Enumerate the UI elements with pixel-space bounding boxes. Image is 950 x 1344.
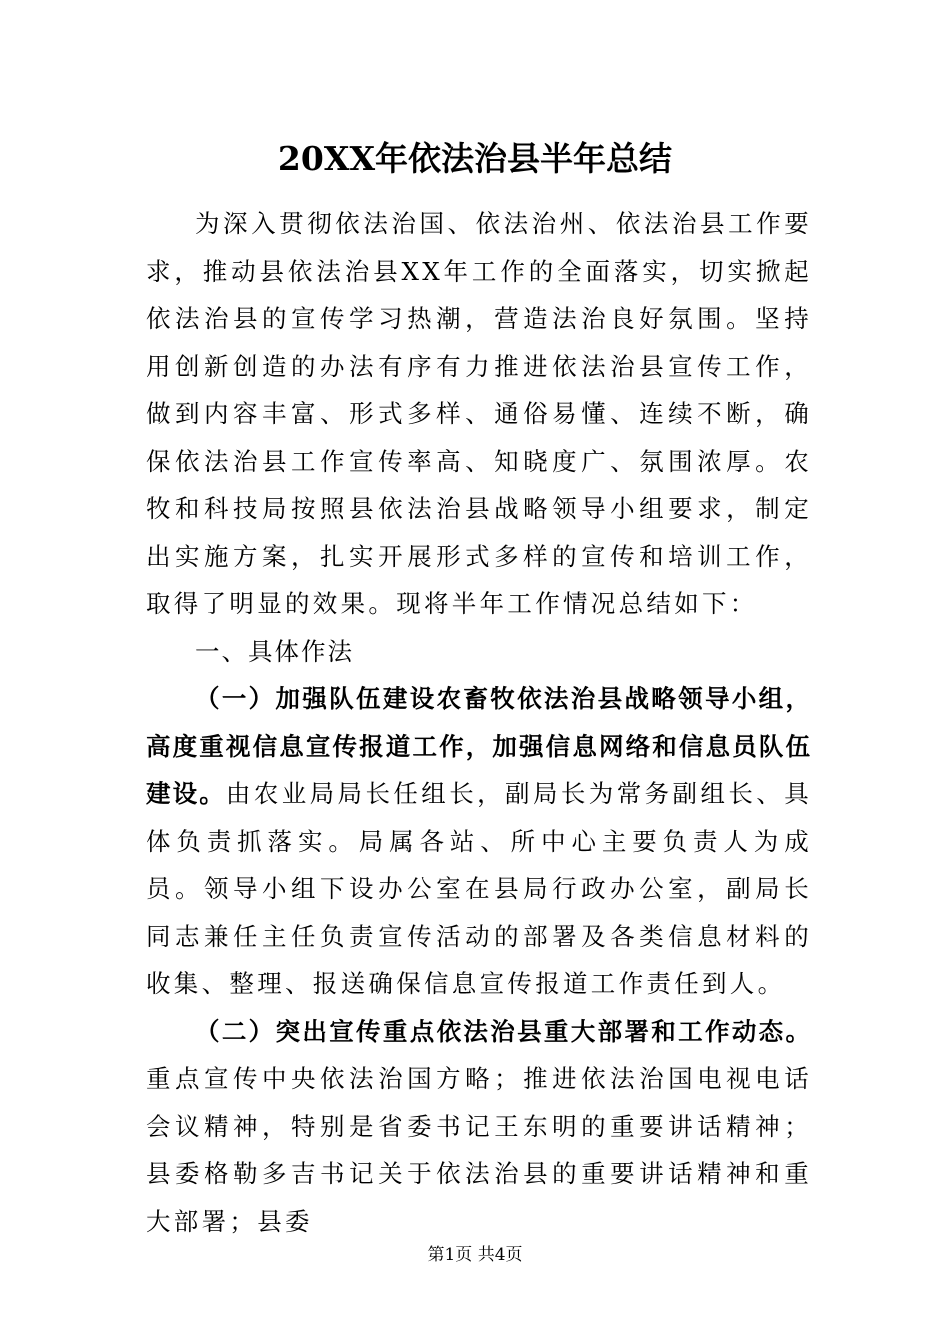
document-body <box>146 200 812 1245</box>
item-one-paragraph <box>146 675 812 1008</box>
item-one-lead: （一）加强队伍建设农畜牧依法治县战略领导小组，高度重视信息宣传报道工作，加强信息网络和信息员队伍建设。 <box>146 684 812 808</box>
item-two-body: 重点宣传中央依法治国方略；推进依法治国电视电话会议精神，特别是省委书记王东明的重要讲话精神；县委格勒多吉书记关于依法治县的重要讲话精神和重大部署；县委 <box>146 1064 812 1236</box>
item-two-paragraph <box>146 1008 812 1246</box>
page-footer: 第1页 共4页 <box>427 1245 523 1265</box>
item-one-body: 由农业局局长任组长，副局长为常务副组长、具体负责抓落实。局属各站、所中心主要负责人为成员。领导小组下设办公室在县局行政办公室，副局长同志兼任主任负责宣传活动的部署及各类信息材料的收集、整理、报送确保信息宣传报道工作责任到人。 <box>146 779 812 998</box>
section-heading: 一、具体作法 <box>195 636 354 666</box>
document-title: 20XX年依法治县半年总结 <box>277 139 673 178</box>
item-two-lead: （二）突出宣传重点依法治县重大部署和工作动态。 <box>195 1016 812 1046</box>
intro-paragraph: 为深入贯彻依法治国、依法治州、依法治县工作要求，推动县依法治县XX年工作的全面落实，切实掀起依法治县的宣传学习热潮，营造法治良好氛围。坚持用创新创造的办法有序有力推进依法治县宣传工作，做到内容丰富、形式多样、通俗易懂、连续不断，确保依法治县工作宣传率高、知晓度广、氛围浓厚。农牧和科技局按照县依法治县战略领导小组要求，制定出实施方案，扎实开展形式多样的宣传和培训工作，取得了明显的效果。现将半年工作情况总结如下： <box>146 209 812 618</box>
